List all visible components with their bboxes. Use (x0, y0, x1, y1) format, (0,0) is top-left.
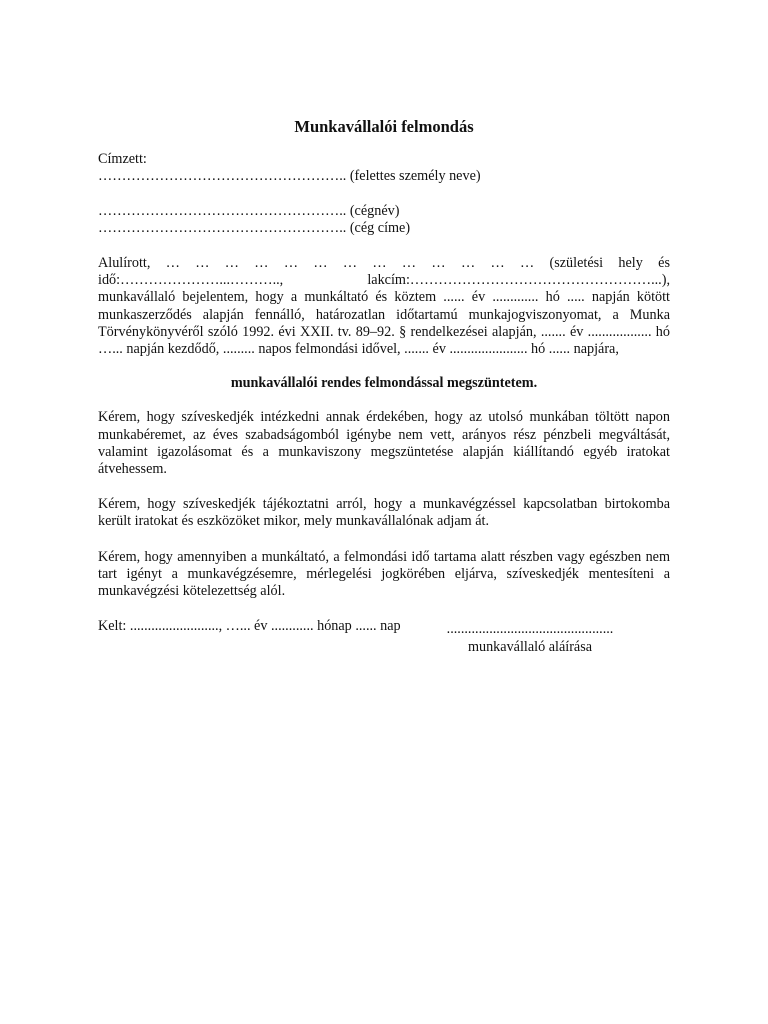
spacer (98, 237, 670, 255)
document-body (98, 118, 670, 635)
recipient-company-line: …………………………………………….. (cégnév) (98, 202, 400, 219)
payment-request-paragraph: Kérem, hogy szíveskedjék intézkedni annak érdekében, hogy az utolsó munkában töltött napon munkabéremet, az éves szabadságomból igénybe nem vett, arányos rész pénzbeli megváltását, valamint igazolásomat és a munkaviszony megszüntetése alapján kiállítandó egyéb iratokat átvehessem. (98, 409, 670, 478)
spacer (98, 600, 670, 618)
document-title: Munkavállalói felmondás (294, 117, 474, 136)
handover-paragraph: Kérem, hogy szíveskedjék tájékoztatni arról, hogy a munkavégzéssel kapcsolatban birtokomba került iratokat és eszközöket mikor, mely munkavállalónak adjam át. (98, 496, 670, 530)
recipient-label: Címzett: (98, 151, 147, 168)
exemption-paragraph: Kérem, hogy amennyiben a munkáltató, a felmondási idő tartama alatt részben vagy egészben nem tart igényt a munkavégzésemre, mérlegelési jogkörében eljárva, szíveskedjék mentesíteni a munkavégzési kötelezettség alól. (98, 548, 670, 600)
spacer (98, 186, 670, 203)
signature-line: ............................................... (446, 621, 614, 637)
declaration-paragraph: Alulírott, … … … … … … … … … … … … … (születési hely és idő:…………………...……….., lakcím:……………………………………………...), munkavállaló bejelentem, hogy a munkáltató és köztem ...... év ............. hó ..... napján kötött munkaszerződés alapján fennálló, határozatlan időtartamú munkajogviszonyomat, a Munka Törvénykönyvéről szóló 1992. évi XXII. tv. 89–92. § rendelkezései alapján, ....... év .................. hó …... napján kezdődő, ......... napos felmondási idővel, ....... év ...................... hó ...... napjára, (98, 255, 670, 358)
spacer (98, 478, 670, 496)
signature-label: munkavállaló aláírása (467, 638, 593, 655)
recipient-supervisor-line: …………………………………………….. (felettes személy neve) (98, 168, 481, 185)
date-line: Kelt: ........................., …... év ............ hónap ...... nap (98, 618, 401, 635)
signature-block (440, 621, 620, 656)
recipient-address-line: …………………………………………….. (cég címe) (98, 219, 411, 236)
termination-statement: munkavállalói rendes felmondással megszüntetem. (230, 375, 538, 392)
spacer (98, 531, 670, 549)
